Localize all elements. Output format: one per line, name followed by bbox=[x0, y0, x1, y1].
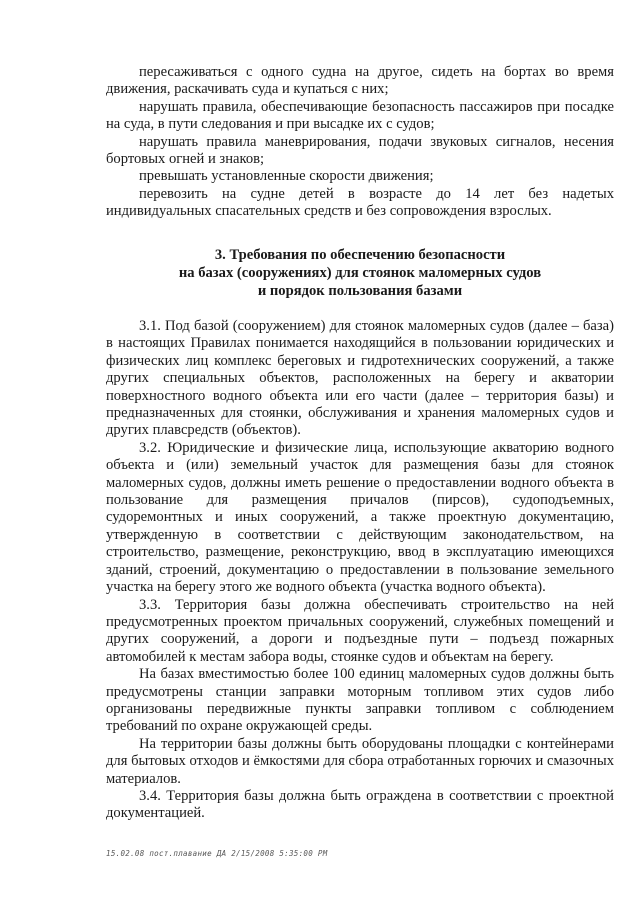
paragraph-waste-containers: На территории базы должны быть оборудованы площадки с контейнерами для бытовых отходов и ёмкостями для сбора отработанных горючих и смазочных материалов. bbox=[106, 735, 614, 787]
section-body bbox=[106, 318, 614, 823]
intro-paragraph: нарушать правила, обеспечивающие безопасность пассажиров при посадке на суда, в пути следования и при высадке их с судов; bbox=[106, 98, 614, 133]
section-heading-line: на базах (сооружениях) для стоянок маломерных судов bbox=[178, 265, 542, 281]
paragraph-3-1: 3.1. Под базой (сооружением) для стоянок маломерных судов (далее – база) в настоящих Правилах понимается находящийся в пользовании юридических и физических лиц комплекс береговых и гидротехнических сооружений, а также других специальных объектов, расположенных на берегу и акватории поверхностного водного объекта или его части (далее – территория базы) и предназначенных для стоянки, обслуживания и хранения маломерных судов и других плавсредств (объектов). bbox=[106, 318, 614, 439]
paragraph-3-2: 3.2. Юридические и физические лица, использующие акваторию водного объекта и (или) земельный участок для размещения базы для стоянок маломерных судов, должны иметь решение о предоставлении водного объекта в пользование для размещения причалов (пирсов), судоподъемных, судоремонтных и иных сооружений, а также проектную документацию, утвержденную в соответствии с действующим законодательством, на строительство, размещение, реконструкцию, ввод в эксплуатацию имеющихся зданий, строений, документацию о предоставлении в пользование земельного участка на берегу этого же водного объекта (участка водного объекта). bbox=[106, 439, 614, 596]
intro-paragraph: перевозить на судне детей в возрасте до 14 лет без надетых индивидуальных спасательных средств и без сопровождения взрослых. bbox=[106, 185, 614, 220]
intro-paragraph: превышать установленные скорости движения; bbox=[139, 168, 434, 185]
section-heading-line: и порядок пользования базами bbox=[257, 283, 463, 299]
paragraph-3-3: 3.3. Территория базы должна обеспечивать строительство на ней предусмотренных проектом причальных сооружений, служебных помещений и других сооружений, а дороги и подъездные пути – подъезд пожарных автомобилей к местам забора воды, стоянке судов и объектам на берегу. bbox=[106, 596, 614, 665]
intro-paragraph: пересаживаться с одного судна на другое, сидеть на бортах во время движения, раскачивать суда и купаться с них; bbox=[106, 64, 614, 98]
paragraph-fuel-stations: На базах вместимостью более 100 единиц маломерных судов должны быть предусмотрены станции заправки моторным топливом этих судов либо организованы передвижные пункты заправки топливом с соблюдением требований по охране окружающей среды. bbox=[106, 666, 614, 735]
paragraph-3-4: 3.4. Территория базы должна быть ограждена в соответствии с проектной документацией. bbox=[106, 787, 614, 822]
section-heading-line: 3. Требования по обеспечению безопасности bbox=[214, 247, 506, 263]
section-heading bbox=[106, 246, 614, 300]
intro-paragraph: нарушать правила маневрирования, подачи звуковых сигналов, несения бортовых огней и знаков; bbox=[106, 133, 614, 168]
file-footer: 15.02.08 пост.плавание ДА 2/15/2008 5:35:00 PM bbox=[106, 849, 328, 858]
intro-block bbox=[106, 64, 614, 221]
